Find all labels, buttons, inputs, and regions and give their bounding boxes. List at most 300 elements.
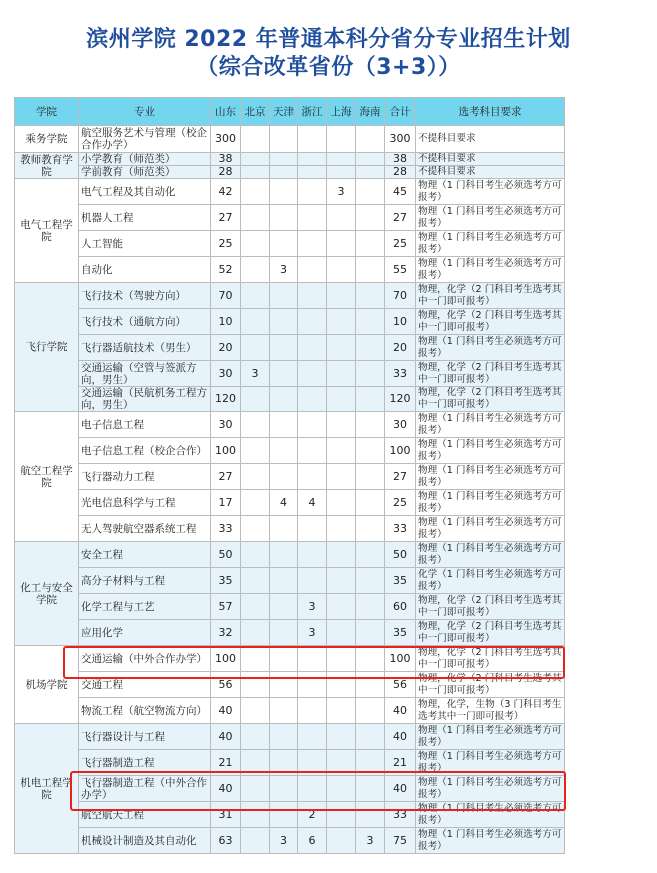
hainan-cell: 3 — [356, 828, 385, 854]
enrollment-plan-table — [14, 97, 565, 854]
beijing-cell — [241, 464, 270, 490]
major-cell: 机器人工程 — [79, 205, 211, 231]
shanghai-cell — [327, 438, 356, 464]
beijing-cell — [241, 802, 270, 828]
total-cell: 10 — [385, 309, 416, 335]
table-row — [15, 179, 565, 205]
hainan-cell — [356, 309, 385, 335]
major-cell: 飞行器制造工程（中外合作办学） — [79, 776, 211, 802]
table-row — [15, 516, 565, 542]
beijing-cell — [241, 205, 270, 231]
major-cell: 电子信息工程 — [79, 412, 211, 438]
shanghai-cell — [327, 257, 356, 283]
major-cell: 应用化学 — [79, 620, 211, 646]
beijing-cell — [241, 412, 270, 438]
zhejiang-cell — [298, 776, 327, 802]
tianjin-cell — [270, 335, 298, 361]
zhejiang-cell — [298, 231, 327, 257]
table-row — [15, 335, 565, 361]
shandong-cell: 120 — [211, 387, 241, 412]
tianjin-cell — [270, 438, 298, 464]
zhejiang-cell — [298, 283, 327, 309]
beijing-cell — [241, 490, 270, 516]
shanghai-cell — [327, 698, 356, 724]
hainan-cell — [356, 126, 385, 153]
college-cell: 电气工程学院 — [15, 179, 79, 283]
subject-requirement-cell: 化学（1 门科目考生必须选考方可报考） — [416, 568, 565, 594]
zhejiang-cell — [298, 179, 327, 205]
shandong-cell: 21 — [211, 750, 241, 776]
table-row — [15, 542, 565, 568]
total-cell: 27 — [385, 205, 416, 231]
hainan-cell — [356, 387, 385, 412]
major-cell: 化学工程与工艺 — [79, 594, 211, 620]
shandong-cell: 100 — [211, 438, 241, 464]
total-cell: 100 — [385, 646, 416, 672]
zhejiang-cell — [298, 166, 327, 179]
major-cell: 飞行器设计与工程 — [79, 724, 211, 750]
table-row — [15, 672, 565, 698]
table-row — [15, 620, 565, 646]
hainan-cell — [356, 361, 385, 387]
hainan-cell — [356, 231, 385, 257]
shandong-cell: 40 — [211, 724, 241, 750]
beijing-cell — [241, 126, 270, 153]
table-header-row — [15, 98, 565, 126]
major-cell: 学前教育（师范类） — [79, 166, 211, 179]
header-hainan: 海南 — [356, 98, 385, 126]
major-cell: 航空航天工程 — [79, 802, 211, 828]
hainan-cell — [356, 516, 385, 542]
total-cell: 35 — [385, 568, 416, 594]
zhejiang-cell — [298, 750, 327, 776]
subject-requirement-cell: 物理（1 门科目考生必须选考方可报考） — [416, 828, 565, 854]
hainan-cell — [356, 646, 385, 672]
shanghai-cell — [327, 594, 356, 620]
major-cell: 飞行器动力工程 — [79, 464, 211, 490]
hainan-cell — [356, 412, 385, 438]
beijing-cell — [241, 309, 270, 335]
tianjin-cell — [270, 231, 298, 257]
zhejiang-cell — [298, 698, 327, 724]
college-cell: 机电工程学院 — [15, 724, 79, 854]
zhejiang-cell — [298, 542, 327, 568]
major-cell: 人工智能 — [79, 231, 211, 257]
major-cell: 小学教育（师范类） — [79, 153, 211, 166]
table-row — [15, 594, 565, 620]
total-cell: 25 — [385, 490, 416, 516]
total-cell: 20 — [385, 335, 416, 361]
beijing-cell — [241, 750, 270, 776]
tianjin-cell — [270, 179, 298, 205]
hainan-cell — [356, 438, 385, 464]
hainan-cell — [356, 542, 385, 568]
shandong-cell: 57 — [211, 594, 241, 620]
header-shandong: 山东 — [211, 98, 241, 126]
total-cell: 30 — [385, 412, 416, 438]
table-row — [15, 750, 565, 776]
hainan-cell — [356, 620, 385, 646]
total-cell: 33 — [385, 516, 416, 542]
header-tianjin: 天津 — [270, 98, 298, 126]
shandong-cell: 10 — [211, 309, 241, 335]
hainan-cell — [356, 802, 385, 828]
total-cell: 28 — [385, 166, 416, 179]
major-cell: 飞行技术（驾驶方向） — [79, 283, 211, 309]
shanghai-cell — [327, 153, 356, 166]
tianjin-cell — [270, 309, 298, 335]
total-cell: 40 — [385, 698, 416, 724]
hainan-cell — [356, 568, 385, 594]
shandong-cell: 42 — [211, 179, 241, 205]
shandong-cell: 300 — [211, 126, 241, 153]
tianjin-cell — [270, 568, 298, 594]
shanghai-cell — [327, 724, 356, 750]
shanghai-cell — [327, 464, 356, 490]
major-cell: 交通工程 — [79, 672, 211, 698]
beijing-cell — [241, 620, 270, 646]
table-row — [15, 802, 565, 828]
major-cell: 电子信息工程（校企合作） — [79, 438, 211, 464]
zhejiang-cell — [298, 335, 327, 361]
header-shanghai: 上海 — [327, 98, 356, 126]
tianjin-cell — [270, 464, 298, 490]
subject-requirement-cell: 物理，化学，生物（3 门科目考生选考其中一门即可报考） — [416, 698, 565, 724]
total-cell: 27 — [385, 464, 416, 490]
college-cell: 航空工程学院 — [15, 412, 79, 542]
beijing-cell — [241, 776, 270, 802]
hainan-cell — [356, 166, 385, 179]
major-cell: 飞行技术（通航方向） — [79, 309, 211, 335]
shanghai-cell — [327, 516, 356, 542]
shanghai-cell — [327, 646, 356, 672]
major-cell: 无人驾驶航空器系统工程 — [79, 516, 211, 542]
tianjin-cell — [270, 361, 298, 387]
table-row — [15, 231, 565, 257]
hainan-cell — [356, 672, 385, 698]
subject-requirement-cell: 物理，化学（2 门科目考生选考其中一门即可报考） — [416, 283, 565, 309]
header-beijing: 北京 — [241, 98, 270, 126]
table-row — [15, 490, 565, 516]
zhejiang-cell — [298, 309, 327, 335]
table-row — [15, 828, 565, 854]
subject-requirement-cell: 物理，化学（2 门科目考生选考其中一门即可报考） — [416, 309, 565, 335]
zhejiang-cell — [298, 724, 327, 750]
table-row — [15, 646, 565, 672]
shanghai-cell: 3 — [327, 179, 356, 205]
shandong-cell: 28 — [211, 166, 241, 179]
major-cell: 交通运输（民航机务工程方向，男生） — [79, 387, 211, 412]
total-cell: 56 — [385, 672, 416, 698]
table-row — [15, 438, 565, 464]
subject-requirement-cell: 物理（1 门科目考生必须选考方可报考） — [416, 205, 565, 231]
page-subtitle: （综合改革省份（3+3）） — [196, 55, 461, 80]
tianjin-cell — [270, 205, 298, 231]
total-cell: 50 — [385, 542, 416, 568]
shandong-cell: 27 — [211, 205, 241, 231]
hainan-cell — [356, 464, 385, 490]
zhejiang-cell — [298, 412, 327, 438]
zhejiang-cell: 2 — [298, 802, 327, 828]
tianjin-cell — [270, 516, 298, 542]
major-cell: 交通运输（中外合作办学） — [79, 646, 211, 672]
shanghai-cell — [327, 335, 356, 361]
zhejiang-cell: 3 — [298, 620, 327, 646]
hainan-cell — [356, 283, 385, 309]
hainan-cell — [356, 750, 385, 776]
shandong-cell: 30 — [211, 412, 241, 438]
tianjin-cell — [270, 724, 298, 750]
zhejiang-cell — [298, 646, 327, 672]
major-cell: 物流工程（航空物流方向） — [79, 698, 211, 724]
tianjin-cell — [270, 646, 298, 672]
table-row — [15, 776, 565, 802]
shanghai-cell — [327, 776, 356, 802]
header-major: 专业 — [79, 98, 211, 126]
beijing-cell — [241, 387, 270, 412]
table-row — [15, 153, 565, 166]
shandong-cell: 70 — [211, 283, 241, 309]
hainan-cell — [356, 257, 385, 283]
table-row — [15, 698, 565, 724]
table-row — [15, 126, 565, 153]
shanghai-cell — [327, 126, 356, 153]
major-cell: 机械设计制造及其自动化 — [79, 828, 211, 854]
total-cell: 70 — [385, 283, 416, 309]
tianjin-cell — [270, 802, 298, 828]
beijing-cell — [241, 698, 270, 724]
tianjin-cell — [270, 166, 298, 179]
subject-requirement-cell: 物理（1 门科目考生必须选考方可报考） — [416, 179, 565, 205]
college-cell: 机场学院 — [15, 646, 79, 724]
tianjin-cell: 4 — [270, 490, 298, 516]
subject-requirement-cell: 物理，化学（2 门科目考生选考其中一门即可报考） — [416, 620, 565, 646]
total-cell: 33 — [385, 361, 416, 387]
header-zhejiang: 浙江 — [298, 98, 327, 126]
header-subject-requirement: 选考科目要求 — [416, 98, 565, 126]
shanghai-cell — [327, 828, 356, 854]
total-cell: 55 — [385, 257, 416, 283]
header-college: 学院 — [15, 98, 79, 126]
shanghai-cell — [327, 387, 356, 412]
zhejiang-cell: 6 — [298, 828, 327, 854]
subject-requirement-cell: 物理（1 门科目考生必须选考方可报考） — [416, 490, 565, 516]
shandong-cell: 52 — [211, 257, 241, 283]
subject-requirement-cell: 物理，化学（2 门科目考生选考其中一门即可报考） — [416, 646, 565, 672]
beijing-cell — [241, 594, 270, 620]
subject-requirement-cell: 物理（1 门科目考生必须选考方可报考） — [416, 724, 565, 750]
beijing-cell — [241, 542, 270, 568]
zhejiang-cell — [298, 438, 327, 464]
major-cell: 高分子材料与工程 — [79, 568, 211, 594]
total-cell: 300 — [385, 126, 416, 153]
zhejiang-cell — [298, 361, 327, 387]
tianjin-cell — [270, 412, 298, 438]
table-row — [15, 205, 565, 231]
major-cell: 航空服务艺术与管理（校企合作办学） — [79, 126, 211, 153]
shanghai-cell — [327, 802, 356, 828]
shanghai-cell — [327, 361, 356, 387]
table-row — [15, 257, 565, 283]
shanghai-cell — [327, 412, 356, 438]
subject-requirement-cell: 不提科目要求 — [416, 126, 565, 153]
college-cell: 教师教育学院 — [15, 153, 79, 179]
beijing-cell — [241, 516, 270, 542]
beijing-cell — [241, 646, 270, 672]
subject-requirement-cell: 物理（1 门科目考生必须选考方可报考） — [416, 335, 565, 361]
subject-requirement-cell: 物理（1 门科目考生必须选考方可报考） — [416, 802, 565, 828]
table-row — [15, 283, 565, 309]
hainan-cell — [356, 205, 385, 231]
tianjin-cell — [270, 153, 298, 166]
subject-requirement-cell: 不提科目要求 — [416, 166, 565, 179]
shanghai-cell — [327, 309, 356, 335]
header-total: 合计 — [385, 98, 416, 126]
zhejiang-cell — [298, 516, 327, 542]
shanghai-cell — [327, 231, 356, 257]
subject-requirement-cell: 物理（1 门科目考生必须选考方可报考） — [416, 516, 565, 542]
beijing-cell — [241, 283, 270, 309]
beijing-cell — [241, 153, 270, 166]
major-cell: 光电信息科学与工程 — [79, 490, 211, 516]
zhejiang-cell — [298, 387, 327, 412]
page-title: 滨州学院 2022 年普通本科分省分专业招生计划 — [86, 27, 571, 52]
zhejiang-cell: 3 — [298, 594, 327, 620]
tianjin-cell — [270, 698, 298, 724]
major-cell: 安全工程 — [79, 542, 211, 568]
zhejiang-cell — [298, 672, 327, 698]
total-cell: 100 — [385, 438, 416, 464]
shandong-cell: 17 — [211, 490, 241, 516]
hainan-cell — [356, 698, 385, 724]
subject-requirement-cell: 物理（1 门科目考生必须选考方可报考） — [416, 542, 565, 568]
shanghai-cell — [327, 490, 356, 516]
total-cell: 120 — [385, 387, 416, 412]
tianjin-cell — [270, 594, 298, 620]
shandong-cell: 20 — [211, 335, 241, 361]
shandong-cell: 40 — [211, 698, 241, 724]
shanghai-cell — [327, 283, 356, 309]
table-row — [15, 724, 565, 750]
total-cell: 35 — [385, 620, 416, 646]
shandong-cell: 56 — [211, 672, 241, 698]
shandong-cell: 25 — [211, 231, 241, 257]
tianjin-cell — [270, 542, 298, 568]
subject-requirement-cell: 物理，化学（2 门科目考生选考其中一门即可报考） — [416, 387, 565, 412]
subject-requirement-cell: 物理（1 门科目考生必须选考方可报考） — [416, 257, 565, 283]
total-cell: 75 — [385, 828, 416, 854]
table-row — [15, 309, 565, 335]
major-cell: 电气工程及其自动化 — [79, 179, 211, 205]
beijing-cell — [241, 166, 270, 179]
shandong-cell: 40 — [211, 776, 241, 802]
total-cell: 60 — [385, 594, 416, 620]
shandong-cell: 30 — [211, 361, 241, 387]
tianjin-cell — [270, 750, 298, 776]
tianjin-cell — [270, 620, 298, 646]
shandong-cell: 27 — [211, 464, 241, 490]
shanghai-cell — [327, 542, 356, 568]
hainan-cell — [356, 153, 385, 166]
zhejiang-cell — [298, 464, 327, 490]
total-cell: 40 — [385, 776, 416, 802]
zhejiang-cell — [298, 153, 327, 166]
shanghai-cell — [327, 568, 356, 594]
subject-requirement-cell: 物理（1 门科目考生必须选考方可报考） — [416, 750, 565, 776]
major-cell: 飞行器适航技术（男生） — [79, 335, 211, 361]
shandong-cell: 31 — [211, 802, 241, 828]
zhejiang-cell — [298, 205, 327, 231]
table-row — [15, 361, 565, 387]
total-cell: 21 — [385, 750, 416, 776]
hainan-cell — [356, 179, 385, 205]
tianjin-cell: 3 — [270, 828, 298, 854]
subject-requirement-cell: 物理（1 门科目考生必须选考方可报考） — [416, 464, 565, 490]
shandong-cell: 50 — [211, 542, 241, 568]
subject-requirement-cell: 物理（1 门科目考生必须选考方可报考） — [416, 438, 565, 464]
subject-requirement-cell: 不提科目要求 — [416, 153, 565, 166]
beijing-cell — [241, 438, 270, 464]
college-cell: 飞行学院 — [15, 283, 79, 412]
total-cell: 38 — [385, 153, 416, 166]
zhejiang-cell: 4 — [298, 490, 327, 516]
beijing-cell — [241, 568, 270, 594]
subject-requirement-cell: 物理，化学（2 门科目考生选考其中一门即可报考） — [416, 361, 565, 387]
table-row — [15, 412, 565, 438]
beijing-cell — [241, 257, 270, 283]
beijing-cell: 3 — [241, 361, 270, 387]
hainan-cell — [356, 724, 385, 750]
beijing-cell — [241, 724, 270, 750]
beijing-cell — [241, 672, 270, 698]
total-cell: 45 — [385, 179, 416, 205]
zhejiang-cell — [298, 126, 327, 153]
total-cell: 33 — [385, 802, 416, 828]
beijing-cell — [241, 828, 270, 854]
subject-requirement-cell: 物理（1 门科目考生必须选考方可报考） — [416, 776, 565, 802]
shanghai-cell — [327, 672, 356, 698]
tianjin-cell — [270, 283, 298, 309]
total-cell: 25 — [385, 231, 416, 257]
shandong-cell: 33 — [211, 516, 241, 542]
table-row — [15, 166, 565, 179]
zhejiang-cell — [298, 257, 327, 283]
hainan-cell — [356, 490, 385, 516]
table-row — [15, 568, 565, 594]
total-cell: 40 — [385, 724, 416, 750]
shanghai-cell — [327, 166, 356, 179]
shandong-cell: 35 — [211, 568, 241, 594]
hainan-cell — [356, 776, 385, 802]
tianjin-cell — [270, 776, 298, 802]
college-cell: 化工与安全学院 — [15, 542, 79, 646]
tianjin-cell — [270, 126, 298, 153]
beijing-cell — [241, 179, 270, 205]
zhejiang-cell — [298, 568, 327, 594]
hainan-cell — [356, 335, 385, 361]
tianjin-cell — [270, 672, 298, 698]
college-cell: 乘务学院 — [15, 126, 79, 153]
subject-requirement-cell: 物理（1 门科目考生必须选考方可报考） — [416, 231, 565, 257]
shandong-cell: 32 — [211, 620, 241, 646]
shandong-cell: 100 — [211, 646, 241, 672]
major-cell: 自动化 — [79, 257, 211, 283]
table-row — [15, 387, 565, 412]
tianjin-cell — [270, 387, 298, 412]
major-cell: 交通运输（空管与签派方向，男生） — [79, 361, 211, 387]
tianjin-cell: 3 — [270, 257, 298, 283]
subject-requirement-cell: 物理，化学（2 门科目考生选考其中一门即可报考） — [416, 594, 565, 620]
